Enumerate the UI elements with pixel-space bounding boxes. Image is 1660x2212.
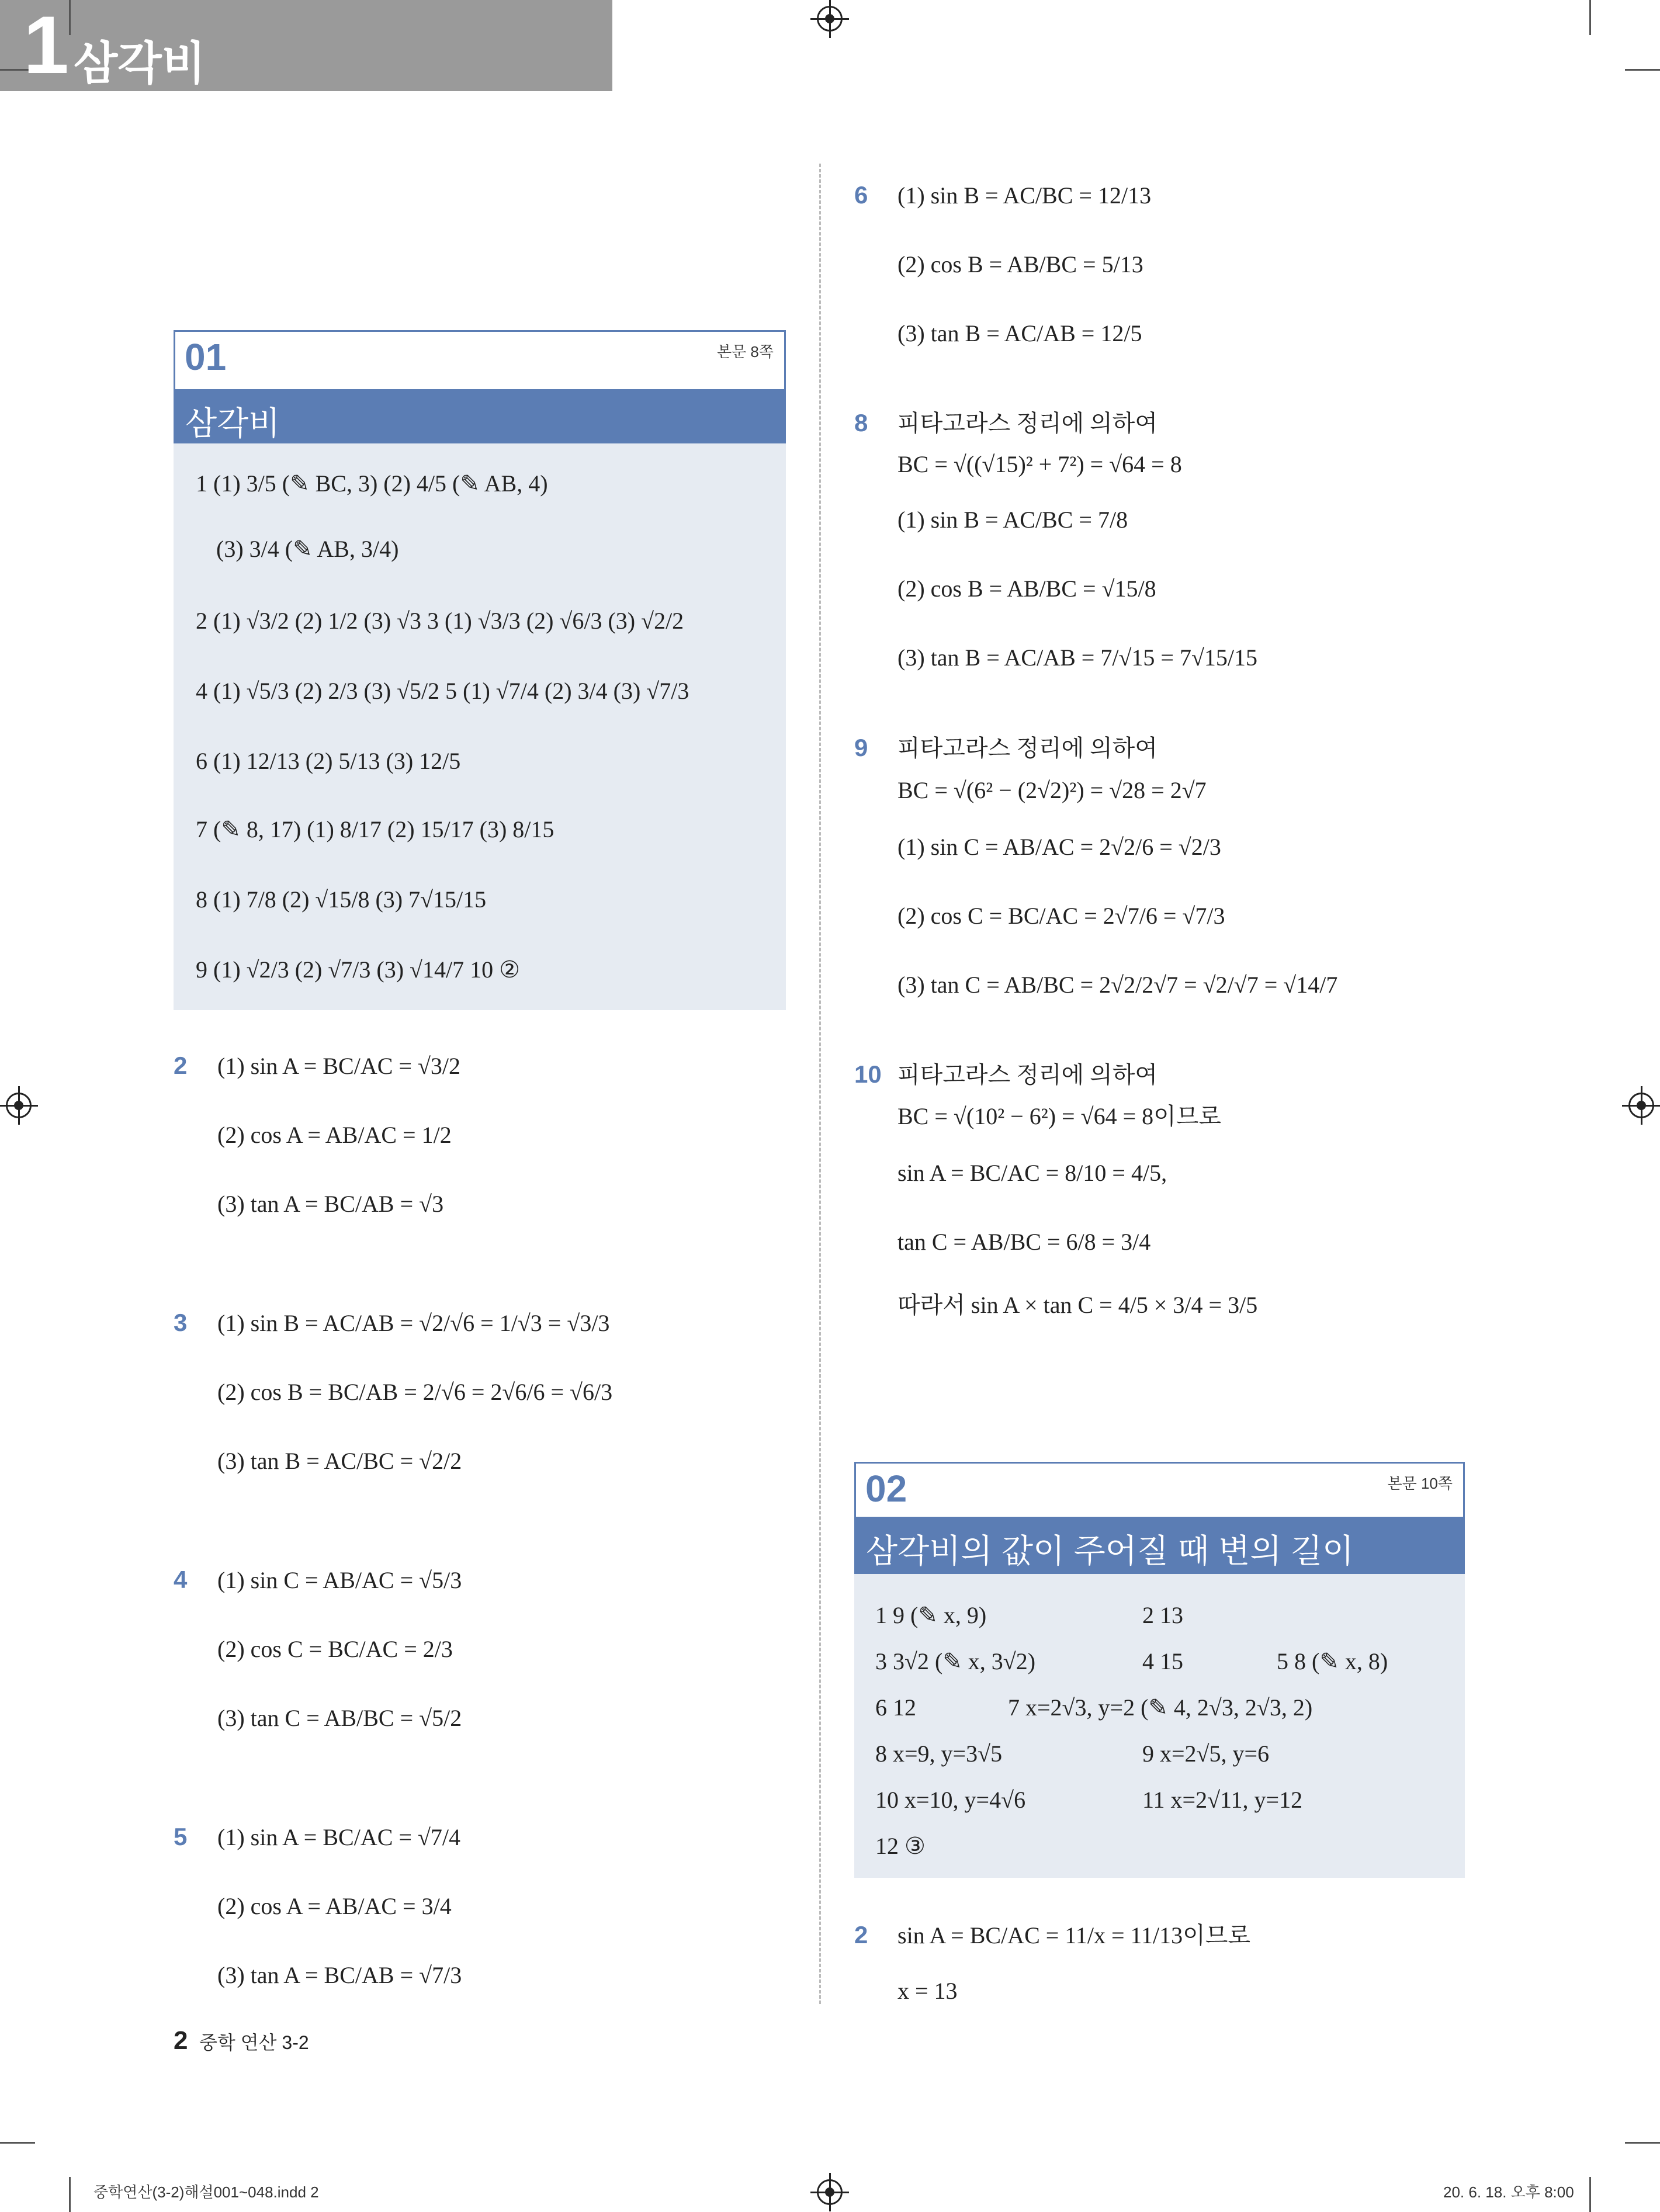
- solution-line: (1) sin B = AC/AB = √2/√6 = 1/√3 = √3/3: [217, 1310, 610, 1336]
- answer-line: 6 12: [875, 1694, 916, 1721]
- answer-line: 4 15: [1142, 1648, 1183, 1674]
- section-title-bar: [854, 1518, 1465, 1574]
- answer-line: 9 x=2√5, y=6: [1142, 1741, 1270, 1767]
- solution-line: x = 13: [897, 1978, 958, 2004]
- solution-line: tan C = AB/BC = 6/8 = 3/4: [897, 1229, 1151, 1255]
- solution-line: (1) sin A = BC/AC = √3/2: [217, 1053, 461, 1079]
- section-title: 삼각비의 값이 주어질 때 변의 길이: [866, 1533, 1354, 1569]
- section-number: 01: [185, 336, 227, 378]
- crop-mark: [1625, 69, 1660, 71]
- solution-line: (1) sin C = AB/AC = √5/3: [217, 1567, 462, 1593]
- section-number: 02: [865, 1468, 907, 1510]
- chapter-title: 삼각비: [74, 37, 206, 89]
- answer-line: 12 ③: [875, 1833, 926, 1859]
- answer-line: 6 (1) 12/13 (2) 5/13 (3) 12/5: [196, 748, 461, 774]
- solution-line: (2) cos C = BC/AC = 2/3: [217, 1636, 453, 1662]
- problem-number: 10: [854, 1060, 882, 1088]
- solution-line: (2) cos B = AB/BC = √15/8: [897, 575, 1156, 602]
- solution-line: (1) sin A = BC/AC = √7/4: [217, 1824, 461, 1850]
- column-divider: [819, 164, 821, 2004]
- solution-line: (2) cos B = BC/AB = 2/√6 = 2√6/6 = √6/3: [217, 1379, 613, 1405]
- chapter-tag: Ⅰ. 삼각비: [1595, 15, 1647, 30]
- problem-number: 4: [174, 1566, 188, 1593]
- solution-line: 피타고라스 정리에 의하여: [897, 410, 1158, 436]
- registration-mark-icon: [6, 1093, 32, 1118]
- answer-line: 8 x=9, y=3√5: [875, 1741, 1003, 1767]
- solution-line: BC = √((√15)² + 7²) = √64 = 8: [897, 451, 1182, 477]
- crop-mark: [0, 2142, 35, 2144]
- answer-line: 1 (1) 3/5 (✎ BC, 3) (2) 4/5 (✎ AB, 4): [196, 470, 548, 497]
- answer-box: [174, 443, 786, 1010]
- solution-line: (3) tan B = AC/AB = 12/5: [897, 320, 1142, 346]
- problem-number: 8: [854, 409, 868, 436]
- problem-number: 9: [854, 734, 868, 761]
- solution-line: BC = √(6² − (2√2)²) = √28 = 2√7: [897, 777, 1207, 803]
- solution-line: (3) tan A = BC/AB = √3: [217, 1191, 444, 1217]
- problem-number: 3: [174, 1309, 188, 1336]
- solution-line: (2) cos C = BC/AC = 2√7/6 = √7/3: [897, 903, 1225, 929]
- registration-mark-icon: [817, 2179, 843, 2205]
- answer-line: 5 8 (✎ x, 8): [1277, 1648, 1388, 1674]
- answer-line: 4 (1) √5/3 (2) 2/3 (3) √5/2 5 (1) √7/4 (2) 3/4 (3) √7/3: [196, 678, 689, 704]
- solution-line: BC = √(10² − 6²) = √64 = 8이므로: [897, 1103, 1222, 1129]
- answer-line: 2 13: [1142, 1602, 1183, 1628]
- solution-line: 피타고라스 정리에 의하여: [897, 1062, 1158, 1088]
- registration-mark-icon: [1628, 1093, 1654, 1118]
- solution-line: (2) cos A = AB/AC = 3/4: [217, 1893, 452, 1919]
- crop-mark: [1589, 0, 1591, 35]
- chapter-header: [0, 0, 1647, 91]
- answer-line: (3) 3/4 (✎ AB, 3/4): [216, 536, 399, 562]
- page-reference: 본문 8쪽: [716, 343, 774, 360]
- solution-line: 따라서 sin A × tan C = 4/5 × 3/4 = 3/5: [897, 1292, 1258, 1318]
- page-footer: [174, 2026, 309, 2055]
- section-header: [174, 330, 786, 391]
- page-reference: 본문 10쪽: [1387, 1475, 1453, 1492]
- solution-line: (3) tan C = AB/BC = 2√2/2√7 = √2/√7 = √14/7: [897, 972, 1338, 998]
- solution-line: sin A = BC/AC = 8/10 = 4/5,: [897, 1160, 1167, 1186]
- section-title-bar: [174, 391, 786, 443]
- crop-mark: [1589, 2177, 1591, 2212]
- crop-mark: [69, 2177, 71, 2212]
- section-header: [854, 1462, 1465, 1518]
- chapter-number: 1: [23, 0, 69, 91]
- solution-line: (1) sin B = AC/BC = 12/13: [897, 182, 1152, 209]
- answer-line: 7 (✎ 8, 17) (1) 8/17 (2) 15/17 (3) 8/15: [196, 816, 555, 842]
- page-number: 2: [174, 2026, 188, 2055]
- solution-line: (2) cos B = AB/BC = 5/13: [897, 251, 1143, 278]
- problem-number: 2: [854, 1921, 868, 1948]
- problem-number: 6: [854, 181, 868, 209]
- solution-line: (3) tan A = BC/AB = √7/3: [217, 1962, 462, 1988]
- registration-mark-icon: [817, 6, 843, 32]
- solution-line: (3) tan C = AB/BC = √5/2: [217, 1705, 462, 1731]
- answer-line: 11 x=2√11, y=12: [1142, 1787, 1303, 1813]
- solution-line: (2) cos A = AB/AC = 1/2: [217, 1122, 452, 1148]
- crop-mark: [1625, 2142, 1660, 2144]
- answer-line: 7 x=2√3, y=2 (✎ 4, 2√3, 2√3, 2): [1008, 1694, 1313, 1721]
- solution-line: (3) tan B = AC/AB = 7/√15 = 7√15/15: [897, 644, 1258, 671]
- book-title: 중학 연산 3-2: [199, 2032, 309, 2053]
- solution-line: (1) sin B = AC/BC = 7/8: [897, 507, 1128, 533]
- answer-line: 8 (1) 7/8 (2) √15/8 (3) 7√15/15: [196, 886, 487, 913]
- answer-line: 10 x=10, y=4√6: [875, 1787, 1026, 1813]
- solution-line: sin A = BC/AC = 11/x = 11/13이므로: [897, 1922, 1251, 1948]
- answer-line: 9 (1) √2/3 (2) √7/3 (3) √14/7 10 ②: [196, 956, 520, 983]
- answer-line: 3 3√2 (✎ x, 3√2): [875, 1648, 1036, 1674]
- slug-date: 20. 6. 18. 오후 8:00: [1443, 2183, 1574, 2201]
- answer-line: 1 9 (✎ x, 9): [875, 1602, 987, 1628]
- problem-number: 5: [174, 1823, 188, 1850]
- section-title: 삼각비: [185, 405, 280, 442]
- solution-line: 피타고라스 정리에 의하여: [897, 735, 1158, 761]
- crop-mark: [69, 0, 71, 35]
- slug-file: 중학연산(3-2)해설001~048.indd 2: [93, 2183, 319, 2201]
- problem-number: 2: [174, 1052, 188, 1079]
- answer-line: 2 (1) √3/2 (2) 1/2 (3) √3 3 (1) √3/3 (2) √6/3 (3) √2/2: [196, 608, 684, 634]
- solution-line: (3) tan B = AC/BC = √2/2: [217, 1448, 462, 1474]
- solution-line: (1) sin C = AB/AC = 2√2/6 = √2/3: [897, 834, 1221, 860]
